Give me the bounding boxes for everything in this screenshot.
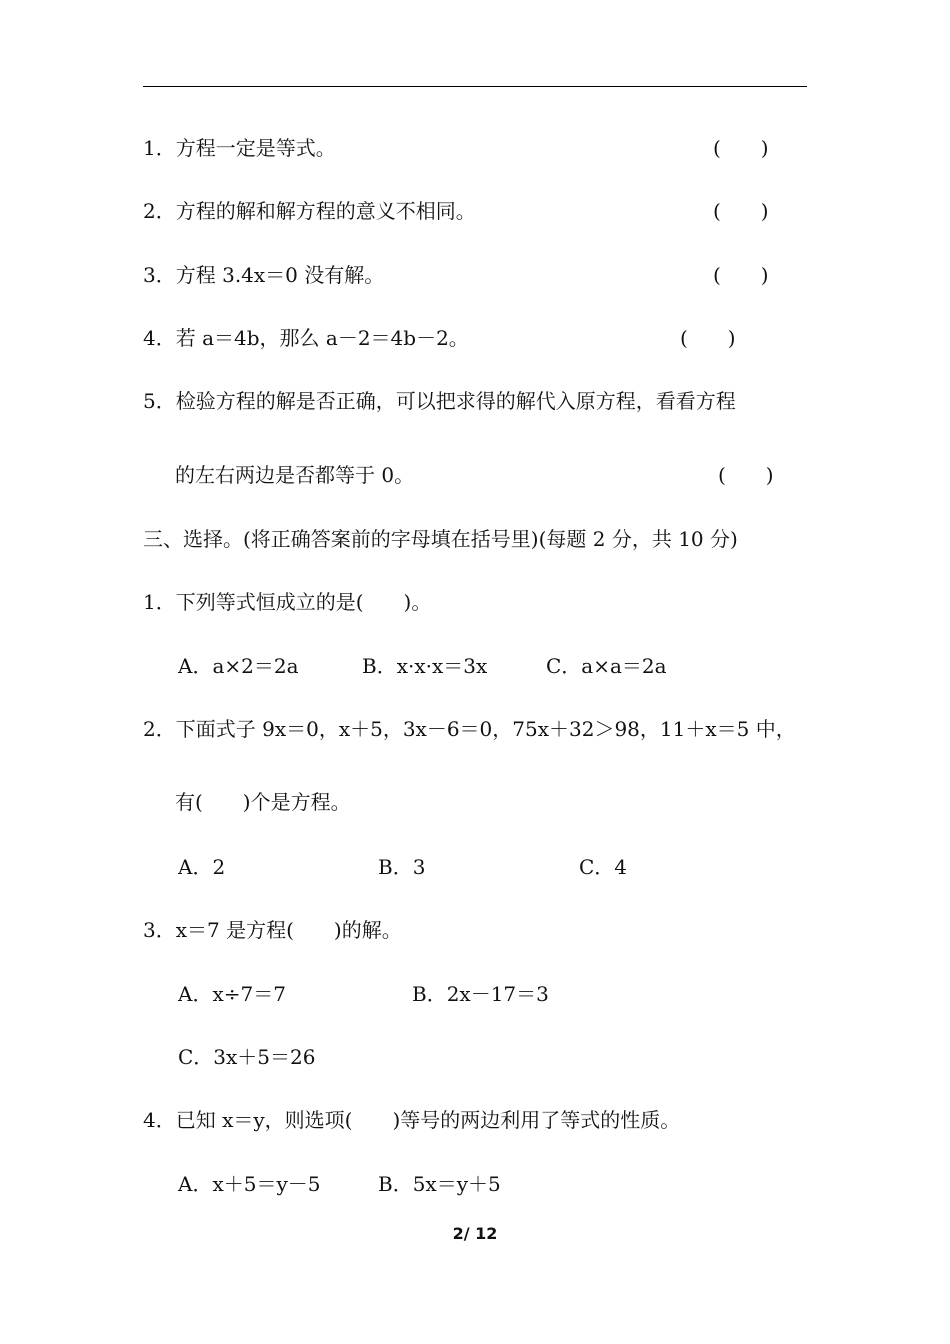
choice-item-4 (143, 1107, 680, 1133)
option-a: A．x÷7＝7 (178, 982, 286, 1006)
judge-item-4 (143, 325, 469, 351)
item-text: 方程一定是等式。 (175, 136, 336, 160)
answer-paren[interactable]: ( ) (713, 199, 769, 223)
judge-item-5-continued: 的左右两边是否都等于 0。 (175, 463, 415, 487)
judge-item-2 (143, 198, 476, 224)
item-text: 若 a＝4b，那么 a－2＝4b－2。 (175, 326, 469, 350)
option-c: C．3x＋5＝26 (178, 1045, 316, 1069)
item-number: 3． (143, 918, 176, 942)
option-b: B．5x＝y＋5 (378, 1172, 501, 1196)
choice-item-2 (143, 716, 796, 742)
choice-item-1 (143, 589, 431, 615)
item-number: 2． (143, 199, 176, 223)
judge-item-3 (143, 262, 384, 288)
page-number: 2/ 12 (452, 1224, 498, 1243)
answer-paren[interactable]: ( ) (680, 326, 736, 350)
choice-item-3 (143, 917, 402, 943)
option-b: B．x·x·x＝3x (362, 654, 488, 678)
item-text: 方程的解和解方程的意义不相同。 (175, 199, 476, 223)
judge-item-5 (143, 388, 736, 414)
item-text: 下列等式恒成立的是( )。 (175, 590, 432, 614)
answer-paren[interactable]: ( ) (713, 136, 769, 160)
item-number: 2． (143, 717, 176, 741)
item-text: 方程 3.4x＝0 没有解。 (175, 263, 385, 287)
item-number: 1． (143, 136, 176, 160)
option-a: A．2 (178, 855, 226, 879)
option-a: A．a×2＝2a (178, 654, 299, 678)
item-number: 5． (143, 389, 176, 413)
item-number: 1． (143, 590, 176, 614)
item-number: 4． (143, 326, 176, 350)
item-text: 检验方程的解是否正确，可以把求得的解代入原方程，看看方程 (175, 389, 736, 413)
option-c: C．a×a＝2a (546, 654, 667, 678)
item-text: x＝7 是方程( )的解。 (175, 918, 402, 942)
answer-paren[interactable]: ( ) (718, 463, 774, 487)
item-number: 3． (143, 263, 176, 287)
header-rule (143, 86, 807, 87)
option-a: A．x＋5＝y－5 (178, 1172, 321, 1196)
item-number: 4． (143, 1108, 176, 1132)
judge-item-1 (143, 135, 336, 161)
item-text: 下面式子 9x＝0，x＋5，3x－6＝0，75x＋32＞98，11＋x＝5 中， (175, 717, 796, 741)
section-title: 三、选择。(将正确答案前的字母填在括号里)(每题 2 分，共 10 分) (143, 527, 738, 551)
item-text: 已知 x＝y，则选项( )等号的两边利用了等式的性质。 (175, 1108, 681, 1132)
choice-item-2-continued: 有( )个是方程。 (175, 790, 351, 814)
option-b: B．2x－17＝3 (412, 982, 549, 1006)
answer-paren[interactable]: ( ) (713, 263, 769, 287)
option-b: B．3 (378, 855, 426, 879)
option-c: C．4 (579, 855, 628, 879)
